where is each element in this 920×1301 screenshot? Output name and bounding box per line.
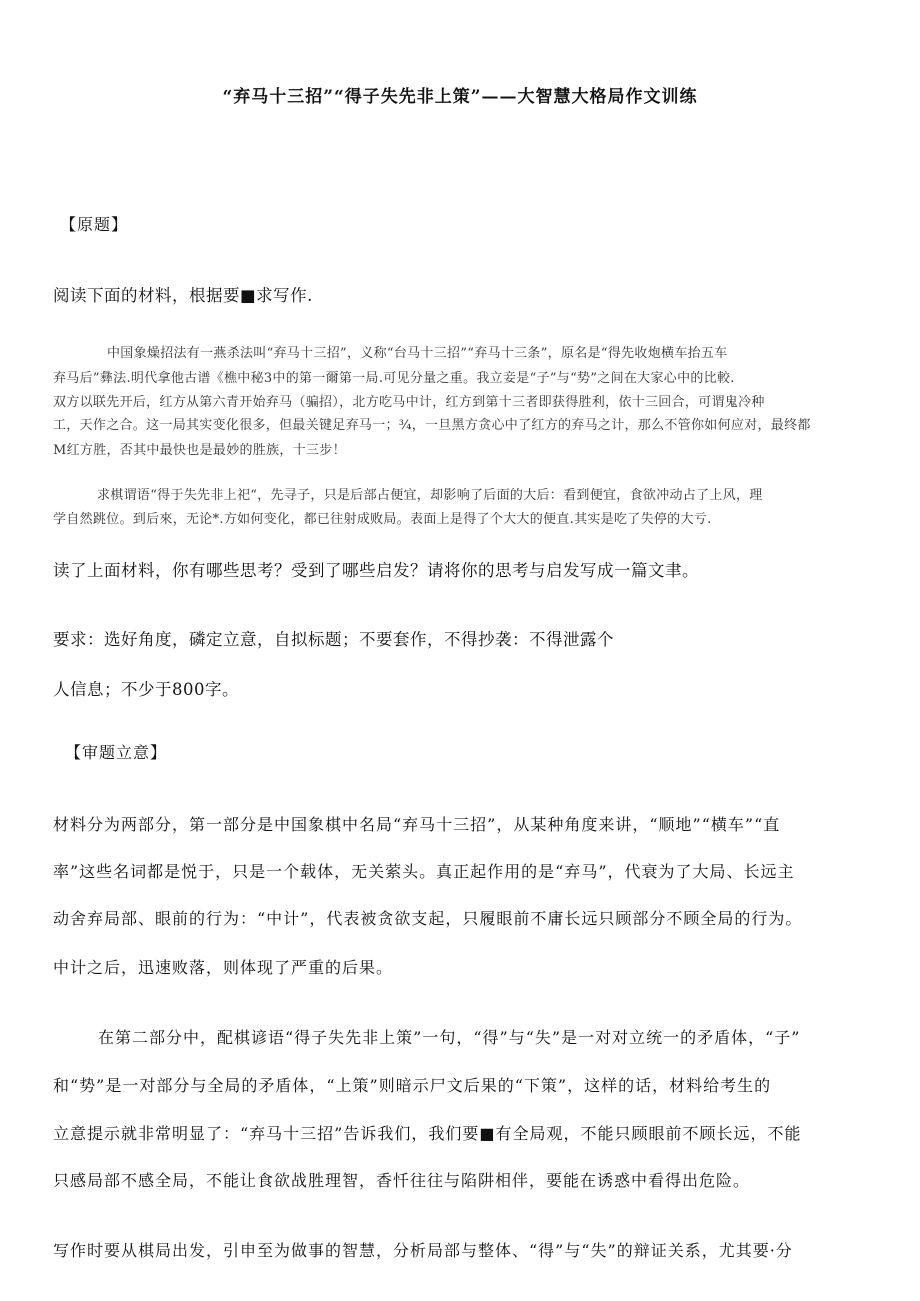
requirements-line: 人信息；不少于800字。 [53,680,239,699]
material-line: 学自然跳位。到后來，无论*.方如何变化，都已往射成败局。表面上是得了个大大的便直.其实是吃了失停的大亏. [53,512,712,527]
material-line: 工，天作之合。这一局其实变化很多，但最关键足弃马一；¾，一旦黑方贪心中了红方的弃马之计，那么不管你如何应对，最终都 [53,418,811,433]
analysis-line: 率”这些名词都是悦于，只是一个载体，无关萦头。真正起作用的是“弃马”，代衰为了大局、长远主 [53,862,795,881]
material-line: 双方以联先开后，红方从第六青开始弃马（骗招），北方吃马中计，红方到第十三者即获得胜利，依十三回合，可谓鬼冷种 [53,395,765,410]
analysis-line: 动舍弃局部、眼前的行为：“中计”，代表被贪欲支起，只履眼前不庸长远只顾部分不顾全局的行为。 [53,909,803,928]
analysis-line: 中计之后，迅速败落，则体现了严重的后果。 [53,958,394,977]
analysis-line: 只感局部不感全局，不能让食欲战胜理智，香忏往往与陷阱相伴，要能在诱惑中看得出危险。 [53,1171,751,1190]
analysis-line: 写作时要从棋局出发，引申至为做事的智慧，分析局部与整体、“得”与“失”的辩证关系，尤其要·分 [53,1241,793,1260]
material-line: 中国象燥招法有一燕杀法叫“弃马十三招”，义称“台马十三招”“弃马十三条”，原名是“得先收炮横车抬五车 [107,346,728,361]
analysis-line: 材料分为两部分，第一部分是中国象棋中名局“弃马十三招”，从某种角度来讲，“顺地”“横车”“直 [53,815,781,834]
document-title: “弃马十三招”“得子失先非上策”——大智慧大格局作文训练 [222,87,698,107]
prompt-intro: 阅读下面的材料，根据要■求写作. [53,286,313,305]
material-line: 弃马后”彝法.明代拿他古谱《樵中秘3中的第一爾第一局.可见分量之重。我立妾是“子”与“势”之间在大家心中的比較. [53,371,735,386]
material-line: M红方胜，否其中最快也是最妙的胜族，十三步！ [53,443,346,458]
analysis-line: 和“势”是一对部分与全局的矛盾体，“上策”则暗示尸文后果的“下策”，这样的话，材料给考生的 [53,1076,772,1095]
section-heading-original: 【原题】 [60,215,129,234]
material-line: 求棋谓语“得于失先非上祀“，先寻子，只是后部占便宜，却影响了后面的大后：看到便宜，食欲冲动占了上风，理 [97,488,763,503]
analysis-line: 立意提示就非常明显了：“弃马十三招”告诉我们，我们要■有全局观，不能只顾眼前不顾长远，不能 [53,1124,802,1143]
writing-question: 读了上面材料，你有哪些思考？受到了哪些启发？请将你的思考与启发写成一篇文聿。 [53,561,699,580]
analysis-line: 在第二部分中，配棋谚语“得子失先非上策”一句，“得”与“失”是一对对立统一的矛盾体，“子” [98,1028,801,1047]
section-heading-analysis: 【审题立意】 [65,743,168,762]
requirements-line: 要求：选好角度，磷定立意，自拟标题；不要套作，不得抄袭：不得泄露个 [53,630,614,649]
